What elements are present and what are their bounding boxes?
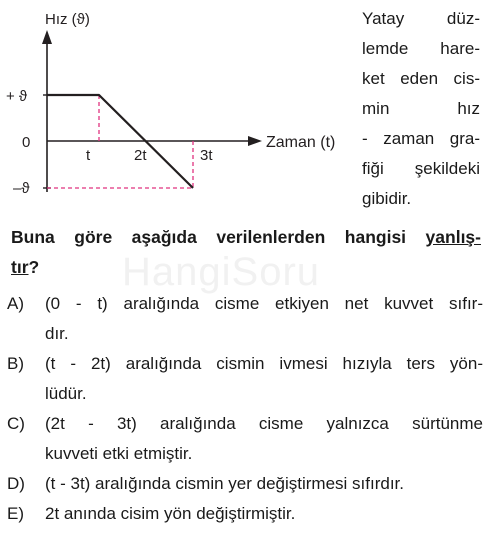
watermark: HangiSoru xyxy=(122,250,321,294)
y-axis-arrow-icon xyxy=(42,30,52,44)
question-mark: ? xyxy=(28,257,40,277)
option-letter: B) xyxy=(7,354,24,373)
option-b[interactable] xyxy=(7,349,483,409)
y-tick-label-zero: 0 xyxy=(22,134,31,151)
option-c[interactable] xyxy=(7,409,483,469)
x-tick-label-2t: 2t xyxy=(134,147,147,164)
option-text: (t - 3t) aralığında cismin yer değiştirmesi sıfırdır. xyxy=(45,474,404,493)
description-line: Yatay düz- xyxy=(362,9,480,28)
option-text: (2t - 3t) aralığında cisme yalnızca sürtünme xyxy=(45,414,483,433)
description-line: ket eden cis- xyxy=(362,69,480,88)
option-text: 2t anında cisim yön değiştirmiştir. xyxy=(45,504,296,523)
answer-options xyxy=(7,289,483,529)
option-d[interactable] xyxy=(7,469,483,499)
option-text: dır. xyxy=(45,324,69,343)
x-axis-label: Zaman (t) xyxy=(266,134,336,151)
description-line: fiği şekildeki xyxy=(362,159,480,178)
question-stem xyxy=(11,222,481,282)
description-line: - zaman gra- xyxy=(362,129,480,148)
option-letter: A) xyxy=(7,294,24,313)
x-tick-label-3t: 3t xyxy=(200,147,213,164)
option-text: lüdür. xyxy=(45,384,87,403)
option-text: kuvveti etki etmiştir. xyxy=(45,444,193,463)
question-underlined: tır xyxy=(11,257,29,277)
option-text: (0 - t) aralığında cisme etkiyen net kuvvet sıfır- xyxy=(45,294,483,313)
y-axis-label: Hız (ϑ) xyxy=(45,11,90,28)
option-a[interactable] xyxy=(7,289,483,349)
description-line: gibidir. xyxy=(362,189,412,208)
y-tick-label-plus: + ϑ xyxy=(6,88,28,105)
x-tick-label-t: t xyxy=(86,147,91,164)
x-axis-arrow-icon xyxy=(248,136,262,146)
problem-description xyxy=(362,4,480,214)
option-letter: E) xyxy=(7,504,24,523)
question-line-1 xyxy=(11,222,481,252)
question-line-2 xyxy=(11,257,39,277)
option-letter: D) xyxy=(7,474,25,493)
y-tick-label-minus: –ϑ xyxy=(13,180,30,197)
question-text: Buna göre aşağıda verilenlerden hangisi xyxy=(11,227,426,247)
option-letter: C) xyxy=(7,414,25,433)
question-underlined: yanlış- xyxy=(425,227,481,247)
description-line: min hız xyxy=(362,99,480,118)
description-line: lemde hare- xyxy=(362,39,480,58)
velocity-time-graph xyxy=(0,0,360,215)
option-text: (t - 2t) aralığında cismin ivmesi hızıyla ters yön- xyxy=(45,354,483,373)
option-e[interactable] xyxy=(7,499,483,529)
